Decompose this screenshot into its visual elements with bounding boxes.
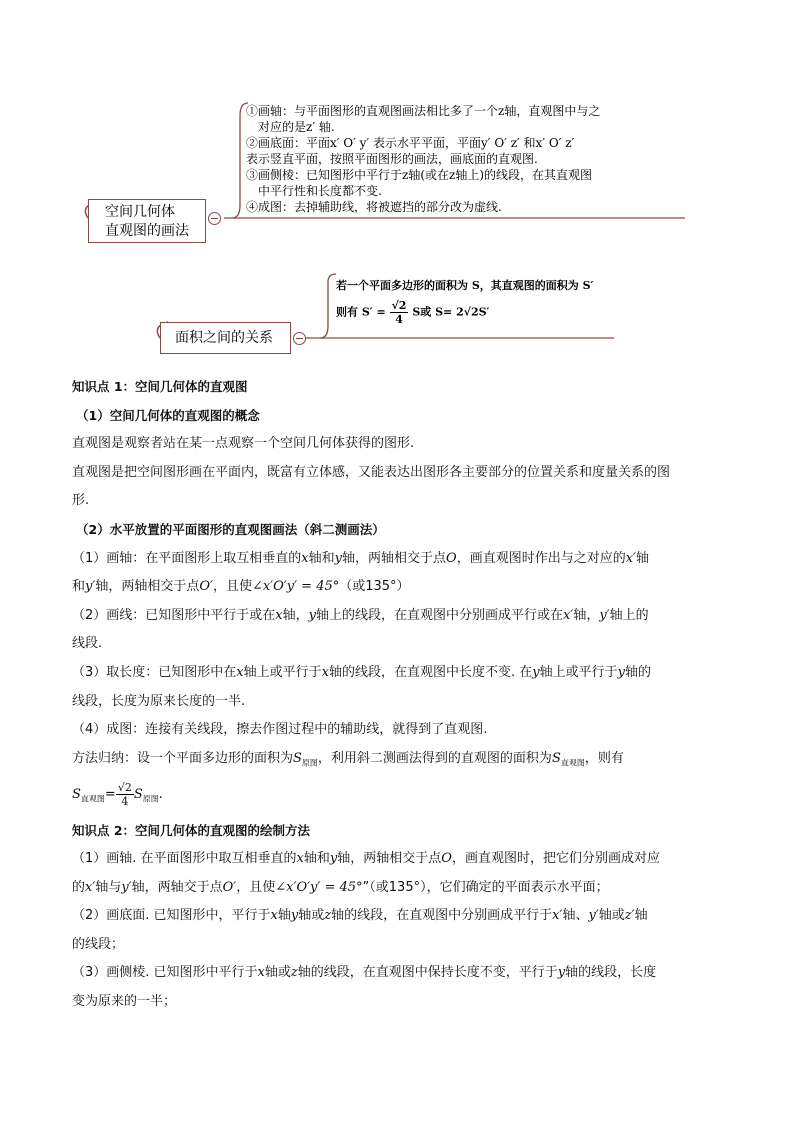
math-xp: x′ xyxy=(625,550,636,566)
text: 轴和 xyxy=(308,550,335,566)
math-y: y xyxy=(290,908,299,924)
paragraph: 的线段； xyxy=(72,936,125,952)
math-Op: O′ xyxy=(222,879,237,895)
fraction xyxy=(116,781,134,808)
paragraph xyxy=(72,902,728,931)
text: （2）画线：已知图形中平行于或在 xyxy=(72,607,276,623)
text: ，画直观图时作出与之对应的 xyxy=(456,550,626,566)
math-S: S xyxy=(293,750,302,766)
paragraph xyxy=(72,573,728,602)
area-suffix: S或 S= 2√2S′ xyxy=(412,305,490,319)
math-xp: x′ xyxy=(552,908,563,924)
text: （1）画轴：在平面图形上取互相垂直的 xyxy=(72,550,302,566)
text: 轴 xyxy=(634,908,648,924)
area-prefix: 则有 S′ = xyxy=(336,305,386,319)
math-x: x xyxy=(236,664,244,680)
math-x: x xyxy=(270,908,278,924)
mindmap-node-drawing-method[interactable] xyxy=(88,199,206,243)
text: 轴的 xyxy=(624,664,651,680)
math-z: z xyxy=(324,908,332,924)
collapse-icon[interactable] xyxy=(293,332,306,345)
math-x: x xyxy=(296,851,304,867)
text: （2）画底面. 已知图形中，平行于 xyxy=(72,908,271,924)
paragraph: 直观图是观察者站在某一点观察一个空间几何体获得的图形. xyxy=(72,436,415,452)
paragraph xyxy=(72,845,728,874)
step-line: ①画轴：与平面图形的直观图画法相比多了一个z轴，直观图中与之 xyxy=(246,104,601,118)
text: 轴，两轴相交于点 xyxy=(95,579,200,595)
math-x: x xyxy=(301,550,309,566)
text: 轴和 xyxy=(303,851,330,867)
text: 轴，两轴相交于点 xyxy=(337,851,442,867)
text: （或135°） xyxy=(339,579,410,595)
step-line: 对应的是z′ 轴. xyxy=(246,120,335,134)
text: 轴 xyxy=(277,908,291,924)
text: 轴上的 xyxy=(609,607,649,623)
math-z: z xyxy=(290,965,298,981)
math-y: y xyxy=(557,965,566,981)
fraction-numerator: √2 xyxy=(391,299,407,312)
text: （3）取长度：已知图形中在 xyxy=(72,664,237,680)
text: （1）画轴. 在平面图形中取互相垂直的 xyxy=(72,851,297,867)
paragraph xyxy=(72,602,728,631)
text: ，且使 xyxy=(236,879,276,895)
node-label: 面积之间的关系 xyxy=(175,330,273,346)
text: 轴， xyxy=(573,607,600,623)
paragraph: 线段，长度为原来长度的一半. xyxy=(72,693,246,709)
math-S: S xyxy=(72,786,81,802)
math-x: x xyxy=(321,664,329,680)
step-line: ③画侧棱：已知图形中平行于z轴(或在z轴上)的线段，在其直观图 xyxy=(246,168,593,182)
paragraph xyxy=(72,745,728,778)
area-relation-line2 xyxy=(336,299,489,326)
text: 轴，两轴相交于点 xyxy=(342,550,447,566)
text: 轴， xyxy=(282,607,309,623)
text: ，利用斜二测画法得到的直观图的面积为 xyxy=(317,750,552,766)
math-O: O xyxy=(441,851,452,867)
subscript: 直观图 xyxy=(80,794,105,804)
math-Op: O′ xyxy=(199,579,213,595)
fraction-denominator: 4 xyxy=(395,313,403,326)
fraction xyxy=(390,299,409,326)
math-x: x xyxy=(257,965,265,981)
step-line: ②画底面：平面x′ O′ y′ 表示水平平面，平面y′ O′ z′ 和x′ O′ z′ xyxy=(246,136,575,150)
node-label: 直观图的画法 xyxy=(105,223,189,239)
paragraph: 变为原来的一半； xyxy=(72,994,177,1010)
math-x: x xyxy=(275,607,283,623)
text: 轴与 xyxy=(95,879,122,895)
text: 轴上或平行于 xyxy=(539,664,618,680)
text: （3）画侧棱. 已知图形中平行于 xyxy=(72,965,258,981)
text: 轴上的线段，在直观图中分别画成平行或在 xyxy=(316,607,564,623)
section-title: 知识点 1：空间几何体的直观图 xyxy=(72,379,248,394)
subsection-title: （2）水平放置的平面图形的直观图画法（斜二测画法） xyxy=(76,521,385,537)
text: 轴的线段，在直观图中分别画成平行于 xyxy=(331,908,553,924)
math-yp: y′ xyxy=(85,579,96,595)
paragraph: 直观图是把空间图形画在平面内，既富有立体感，又能表达出图形各主要部分的位置关系和度量关系的图 xyxy=(72,464,671,480)
paragraph: （4）成图：连接有关线段，擦去作图过程中的辅助线，就得到了直观图. xyxy=(72,722,488,738)
text: 轴或 xyxy=(598,908,625,924)
math-y: y xyxy=(329,851,338,867)
text: ，画直观图时，把它们分别画成对应 xyxy=(451,851,660,867)
math-y: y xyxy=(617,664,625,680)
step-line: 中平行性和长度都不变. xyxy=(246,184,382,198)
document-body xyxy=(72,373,728,1017)
math-xp: x′ xyxy=(563,607,574,623)
fraction-numerator: √2 xyxy=(117,780,132,794)
subscript: 直观图 xyxy=(560,758,585,768)
section-title: 知识点 2：空间几何体的直观图的绘制方法 xyxy=(72,822,311,838)
step-line: 表示竖直平面，按照平面图形的画法，画底面的直观图. xyxy=(246,152,538,166)
text: ，则有 xyxy=(584,750,624,766)
math-yp: y′ xyxy=(121,879,132,895)
text: 轴或 xyxy=(298,908,325,924)
math-y: y xyxy=(308,607,316,623)
text: ”（或135°），它们确定的平面表示水平面； xyxy=(362,879,609,895)
area-relation-line1: 若一个平面多边形的面积为 S，其直观图的面积为 S′ xyxy=(336,279,594,292)
formula: $S_{直观图}=$ $\frac{√2}{4}$ $S_{原图}$. xyxy=(72,780,163,808)
text: 轴或 xyxy=(264,965,291,981)
paragraph xyxy=(72,659,728,688)
node-label: 空间几何体 xyxy=(105,204,175,220)
math-angle: ∠x′O′y′ = 45° xyxy=(251,579,340,595)
text: 轴、 xyxy=(562,908,589,924)
text: 轴上或平行于 xyxy=(243,664,322,680)
paragraph: 线段. xyxy=(72,636,103,652)
math-S: S xyxy=(133,786,143,802)
math-y: y xyxy=(334,550,342,566)
text: 轴，两轴交于点 xyxy=(131,879,223,895)
text: 的 xyxy=(72,879,86,895)
collapse-icon[interactable] xyxy=(208,212,221,225)
text: 轴的线段，长度 xyxy=(565,965,657,981)
math-yp: y′ xyxy=(599,607,610,623)
math-y: y xyxy=(532,664,540,680)
subscript: 原图 xyxy=(142,794,159,804)
fraction-denominator: 4 xyxy=(121,794,129,808)
math-O: O xyxy=(446,550,457,566)
text: 和 xyxy=(72,579,86,595)
mindmap-node-area-relation[interactable] xyxy=(160,322,291,354)
subscript: 原图 xyxy=(301,758,318,768)
text: 方法归纳：设一个平面多边形的面积为 xyxy=(72,750,294,766)
mindmap-steps xyxy=(246,103,716,215)
math-S: S xyxy=(551,750,561,766)
math-yp: y′ xyxy=(588,908,599,924)
text: ，且使 xyxy=(212,579,252,595)
text: 轴的线段，在直观图中长度不变. 在 xyxy=(328,664,533,680)
paragraph: 形. xyxy=(72,493,90,509)
math-angle: ∠x′O′y′ = 45° xyxy=(275,879,363,895)
text: 轴 xyxy=(636,550,650,566)
paragraph xyxy=(72,959,728,988)
text: 轴的线段，在直观图中保持长度不变，平行于 xyxy=(297,965,558,981)
step-line: ④成图：去掉辅助线，将被遮挡的部分改为虚线. xyxy=(246,200,502,214)
math-zp: z′ xyxy=(624,908,635,924)
paragraph xyxy=(72,874,728,903)
subsection-title: （1）空间几何体的直观图的概念 xyxy=(76,407,260,423)
paragraph xyxy=(72,545,728,574)
math-xp: x′ xyxy=(85,879,96,895)
